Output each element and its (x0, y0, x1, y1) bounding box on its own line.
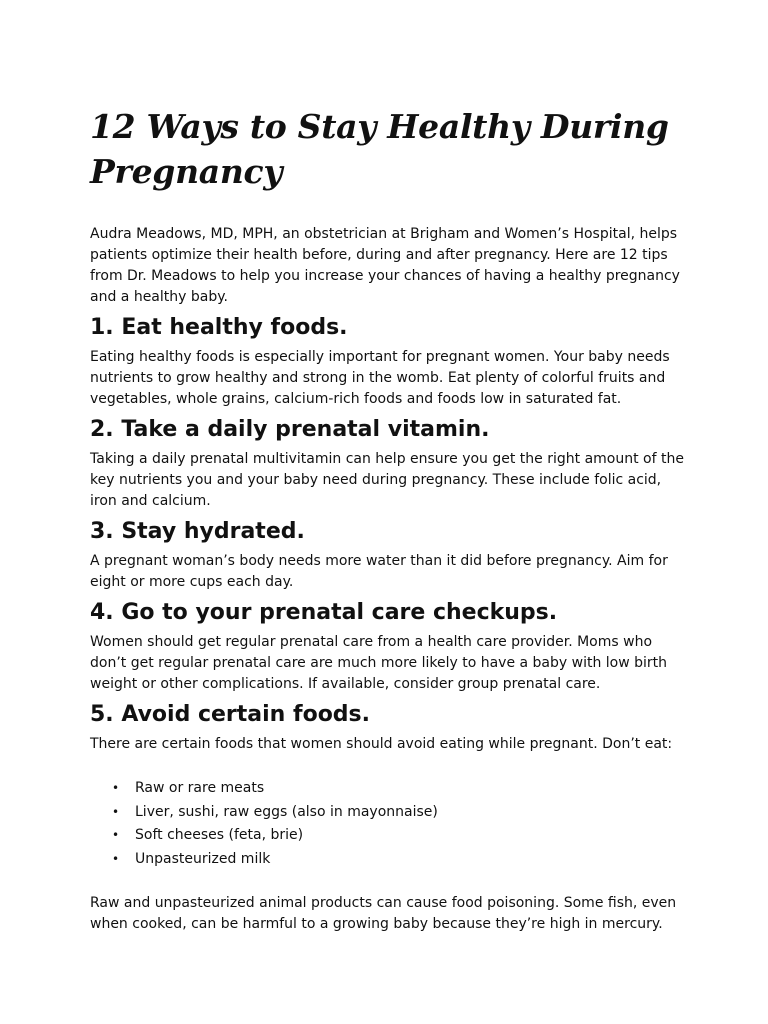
list-item (90, 777, 690, 801)
bullet-icon: • (112, 828, 120, 842)
section-body: There are certain foods that women should avoid eating while pregnant. Don’t eat: (90, 736, 673, 752)
section-body: Women should get regular prenatal care from a health care provider. Moms who don’t get regular prenatal care are much more likely to have a baby with low birth weight or other complications. If available, consider group prenatal care. (90, 634, 668, 692)
bullet-icon: • (112, 804, 120, 819)
section-prenatal-vitamin (90, 416, 690, 512)
section-body: A pregnant woman’s body needs more water than it did before pregnancy. Aim for eight or more cups each day. (90, 553, 668, 590)
section-eat-healthy-foods (90, 314, 690, 410)
section-heading: 3. Stay hydrated. (90, 519, 305, 544)
list-item-text: Liver, sushi, raw eggs (also in mayonnaise) (135, 803, 438, 820)
list-item-text: Soft cheeses (feta, brie) (135, 827, 304, 843)
section-body: Eating healthy foods is especially important for pregnant women. Your baby needs nutrients to grow healthy and strong in the womb. Eat plenty of colorful fruits and vegetables, whole grains, calcium-rich foods and foods low in saturated fat. (90, 349, 670, 407)
list-item-text: Unpasteurized milk (135, 850, 271, 867)
avoid-foods-list (90, 777, 690, 871)
list-item-text: Raw or rare meats (135, 780, 265, 796)
bullet-icon: • (112, 851, 120, 866)
page-title: 12 Ways to Stay Healthy During Pregnancy (90, 107, 669, 191)
section-avoid-certain-foods (90, 701, 690, 935)
section-stay-hydrated (90, 518, 690, 593)
section-prenatal-checkups (90, 599, 690, 695)
section-heading: 5. Avoid certain foods. (90, 702, 371, 727)
list-item (90, 801, 690, 825)
section-heading: 2. Take a daily prenatal vitamin. (90, 417, 490, 442)
section-body: Taking a daily prenatal multivitamin can help ensure you get the right amount of the key nutrients you and your baby need during pregnancy. These include folic acid, iron and calcium. (90, 451, 684, 509)
intro-paragraph: Audra Meadows, MD, MPH, an obstetrician at Brigham and Women’s Hospital, helps patients optimize their health before, during and after pregnancy. Here are 12 tips from Dr. Meadows to help you increase your chances of having a healthy pregnancy and a healthy baby. (90, 226, 680, 305)
section-closing-paragraph: Raw and unpasteurized animal products can cause food poisoning. Some fish, even when cooked, can be harmful to a growing baby because they’re high in mercury. (90, 895, 677, 932)
list-item (90, 824, 690, 848)
list-item (90, 848, 690, 872)
section-heading: 4. Go to your prenatal care checkups. (90, 600, 558, 625)
section-heading: 1. Eat healthy foods. (90, 315, 348, 340)
bullet-icon: • (112, 781, 120, 795)
document-page (90, 104, 690, 935)
